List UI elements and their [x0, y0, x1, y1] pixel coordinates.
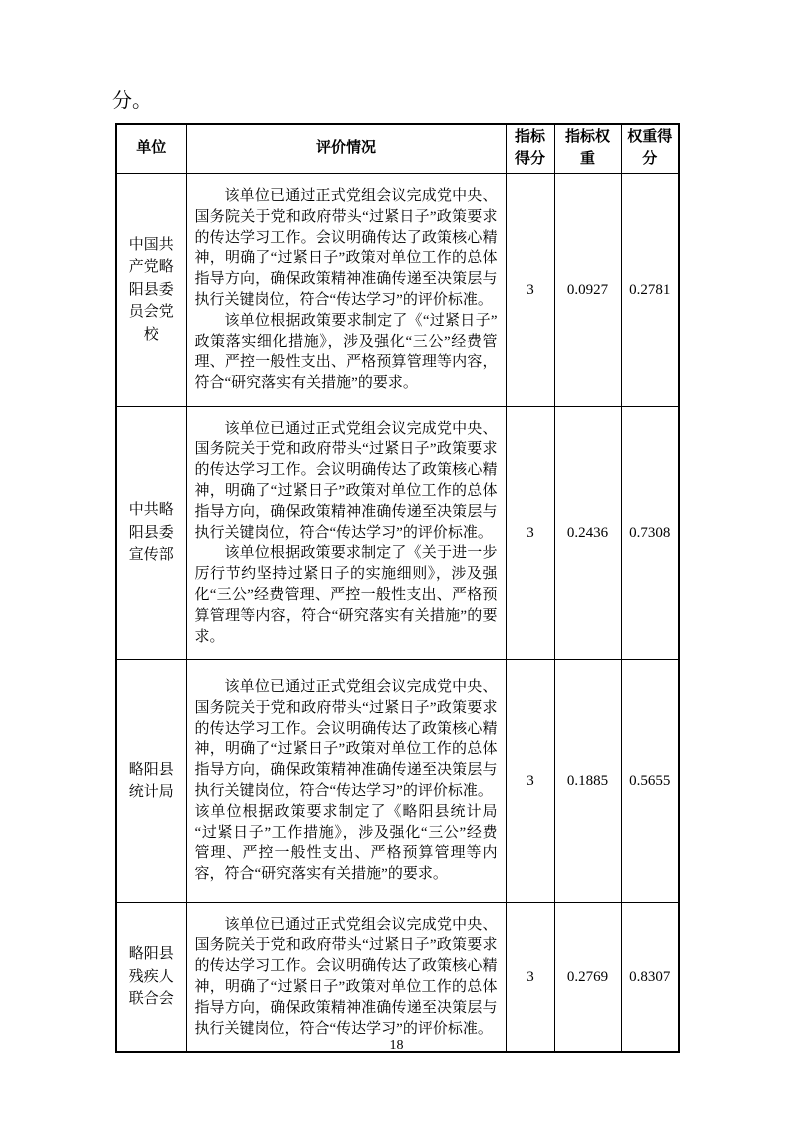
evaluation-paragraph: 该单位根据政策要求制定了《略阳县统计局“过紧日子”工作措施》，涉及强化“三公”经费管理、严控一般性支出、严格预算管理等内容，符合“研究落实有关措施”的要求。	[194, 803, 498, 883]
evaluation-text-cell	[186, 903, 506, 1053]
indicator-weight-value: 0.1885	[554, 660, 621, 903]
evaluation-paragraph: 该单位根据政策要求制定了《“过紧日子”政策落实细化措施》，涉及强化“三公”经费管理、严控一般性支出、严格预算管理等内容，符合“研究落实有关措施”的要求。	[194, 312, 498, 392]
evaluation-text-cell	[186, 660, 506, 903]
table-row	[116, 903, 679, 1053]
indicator-score-value: 3	[506, 660, 554, 903]
evaluation-table	[115, 123, 680, 1053]
column-header-weighted-score: 权重得分	[621, 124, 679, 174]
table-row	[116, 660, 679, 903]
unit-name: 中国共产党略阳县委员会党校	[116, 174, 186, 407]
table-header-row	[116, 124, 679, 174]
indicator-weight-value: 0.2769	[554, 903, 621, 1053]
page-number: 18	[389, 1038, 404, 1053]
table-row	[116, 174, 679, 407]
unit-name: 略阳县统计局	[116, 660, 186, 903]
indicator-score-value: 3	[506, 407, 554, 660]
weighted-score-value: 0.5655	[621, 660, 679, 903]
weighted-score-value: 0.7308	[621, 407, 679, 660]
evaluation-paragraph: 该单位已通过正式党组会议完成党中央、国务院关于党和政府带头“过紧日子”政策要求的传达学习工作。会议明确传达了政策核心精神，明确了“过紧日子”政策对单位工作的总体指导方向，确保政策精神准确传递至决策层与执行关键岗位，符合“传达学习”的评价标准。	[194, 916, 498, 1037]
leading-sentence-fragment: 分。	[112, 90, 152, 112]
indicator-score-value: 3	[506, 174, 554, 407]
evaluation-paragraph: 该单位已通过正式党组会议完成党中央、国务院关于党和政府带头“过紧日子”政策要求的传达学习工作。会议明确传达了政策核心精神，明确了“过紧日子”政策对单位工作的总体指导方向，确保政策精神准确传递至决策层与执行关键岗位，符合“传达学习”的评价标准。	[194, 679, 498, 799]
column-header-indicator-score: 指标得分	[506, 124, 554, 174]
weighted-score-value: 0.2781	[621, 174, 679, 407]
unit-name: 中共略阳县委宣传部	[116, 407, 186, 660]
indicator-score-value: 3	[506, 903, 554, 1053]
indicator-weight-value: 0.0927	[554, 174, 621, 407]
column-header-evaluation: 评价情况	[186, 124, 506, 174]
evaluation-paragraph: 该单位根据政策要求制定了《关于进一步厉行节约坚持过紧日子的实施细则》，涉及强化“三公”经费管理、严控一般性支出、严格预算管理等内容，符合“研究落实有关措施”的要求。	[194, 545, 498, 645]
evaluation-paragraph: 该单位已通过正式党组会议完成党中央、国务院关于党和政府带头“过紧日子”政策要求的传达学习工作。会议明确传达了政策核心精神，明确了“过紧日子”政策对单位工作的总体指导方向，确保政策精神准确传递至决策层与执行关键岗位，符合“传达学习”的评价标准。	[194, 188, 498, 308]
indicator-weight-value: 0.2436	[554, 407, 621, 660]
evaluation-text-cell	[186, 407, 506, 660]
evaluation-paragraph: 该单位已通过正式党组会议完成党中央、国务院关于党和政府带头“过紧日子”政策要求的传达学习工作。会议明确传达了政策核心精神，明确了“过紧日子”政策对单位工作的总体指导方向，确保政策精神准确传递至决策层与执行关键岗位，符合“传达学习”的评价标准。	[194, 420, 498, 541]
weighted-score-value: 0.8307	[621, 903, 679, 1053]
evaluation-text-cell	[186, 174, 506, 407]
table-row	[116, 407, 679, 660]
column-header-indicator-weight: 指标权重	[554, 124, 621, 174]
column-header-unit: 单位	[116, 124, 186, 174]
unit-name: 略阳县残疾人联合会	[116, 903, 186, 1053]
